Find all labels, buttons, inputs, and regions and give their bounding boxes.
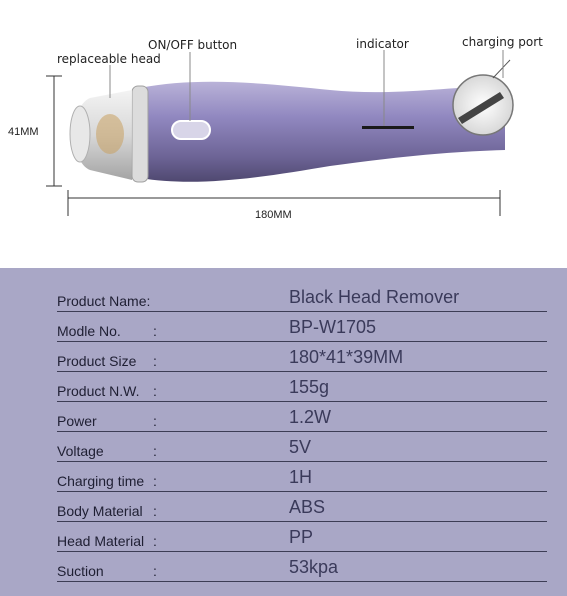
spec-label: Modle No.	[57, 323, 121, 339]
spec-value: 5V	[289, 437, 312, 457]
spec-label: Suction	[57, 563, 104, 579]
spec-row	[0, 552, 567, 582]
chrome-ring	[132, 86, 148, 182]
spec-value: 155g	[289, 377, 330, 397]
spec-colon: :	[153, 473, 157, 489]
spec-label: Voltage	[57, 443, 104, 459]
spec-value: 1.2W	[289, 407, 332, 427]
spec-value: Black Head Remover	[289, 287, 460, 307]
spec-label: Product Size	[57, 353, 137, 369]
indicator-bar	[362, 126, 414, 129]
spec-value: 53kpa	[289, 557, 339, 577]
spec-row	[0, 522, 567, 552]
spec-value: BP-W1705	[289, 317, 377, 337]
charging-port-callout: charging port	[462, 35, 543, 49]
spec-colon: :	[153, 383, 157, 399]
height-dimension-label: 41MM	[8, 126, 39, 138]
indicator-callout: indicator	[356, 37, 409, 51]
spec-row	[0, 432, 567, 462]
spec-label: Product N.W.	[57, 383, 140, 399]
spec-colon: :	[153, 563, 157, 579]
spec-colon: :	[153, 503, 157, 519]
spec-label: Body Material	[57, 503, 143, 519]
spec-row	[0, 372, 567, 402]
spec-colon: :	[153, 533, 157, 549]
on-off-button-callout: ON/OFF button	[148, 38, 238, 52]
replaceable-head-callout: replaceable head	[57, 52, 161, 66]
spec-colon: :	[153, 443, 157, 459]
spec-row	[0, 462, 567, 492]
on-off-button-shape	[172, 121, 210, 139]
spec-table	[0, 268, 567, 596]
spec-label: Charging time	[57, 473, 145, 489]
spec-row	[0, 312, 567, 342]
spec-colon: :	[153, 323, 157, 339]
spec-label: Product Name:	[57, 293, 151, 309]
spec-value: ABS	[289, 497, 326, 517]
product-diagram	[0, 0, 567, 268]
spec-colon: :	[153, 353, 157, 369]
spec-colon: :	[153, 413, 157, 429]
spec-value: 1H	[289, 467, 313, 487]
spec-row	[0, 282, 567, 312]
spec-row	[0, 402, 567, 432]
spec-label: Head Material	[57, 533, 145, 549]
row-divider	[57, 581, 547, 582]
height-dimension	[46, 76, 62, 186]
spec-row	[0, 342, 567, 372]
spec-row	[0, 492, 567, 522]
spec-value: 180*41*39MM	[289, 347, 404, 367]
spec-value: PP	[289, 527, 314, 547]
spec-label: Power	[57, 413, 97, 429]
length-dimension-label: 180MM	[255, 209, 292, 221]
